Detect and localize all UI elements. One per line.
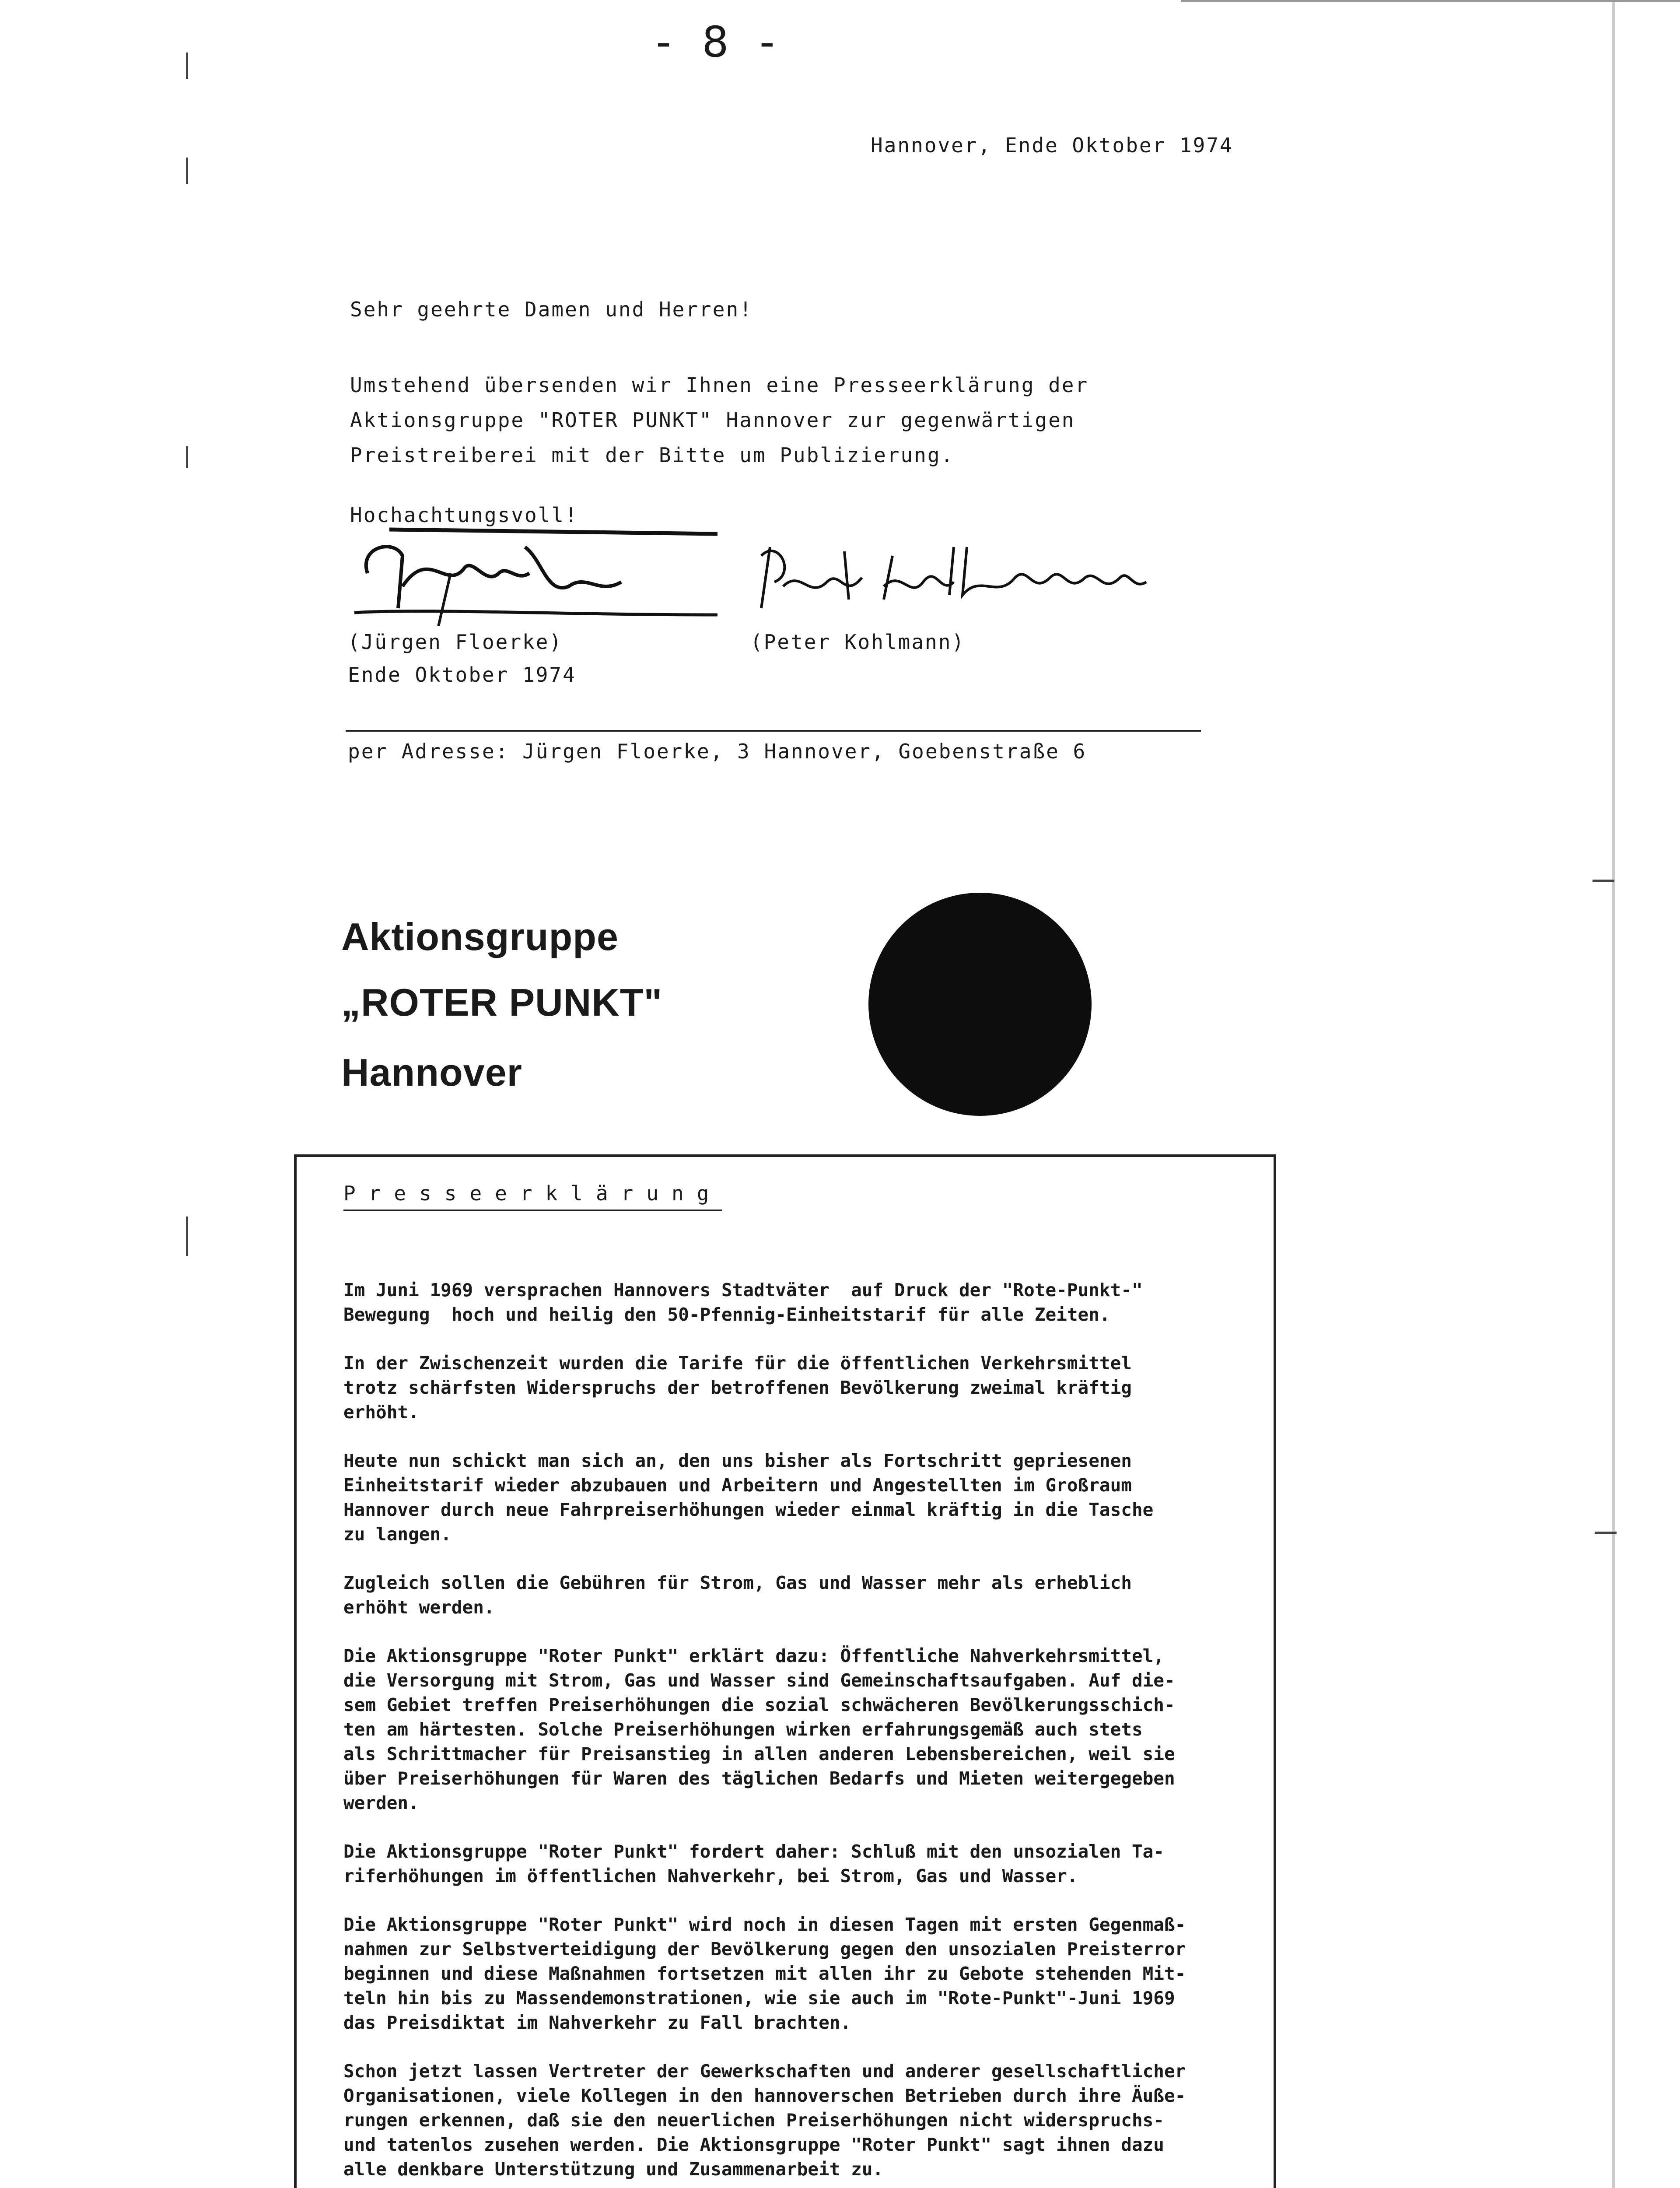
press-paragraph: Die Aktionsgruppe "Roter Punkt" fordert daher: Schluß mit den unsozialen Ta- riferhöhungen im öffentlichen Nahverkehr, bei Strom, Gas und Wasser. — [343, 1841, 1164, 1886]
closing: Hochachtungsvoll! — [350, 503, 578, 527]
press-paragraph: Im Juni 1969 versprachen Hannovers Stadtväter auf Druck der "Rote-Punkt-" Bewegung hoch und heilig den 50-Pfennig-Einheitstarif für alle Zeiten. — [343, 1280, 1143, 1325]
place-date: Hannover, Ende Oktober 1974 — [871, 133, 1233, 157]
salutation: Sehr geehrte Damen und Herren! — [350, 298, 753, 321]
press-paragraph: Zugleich sollen die Gebühren für Strom, Gas und Wasser mehr als erheblich erhöht werden. — [343, 1572, 1132, 1618]
group-name-line-1: Aktionsgruppe — [341, 915, 619, 958]
scan-edge-line — [1612, 0, 1615, 2188]
signatory-name-2: (Peter Kohlmann) — [750, 630, 966, 654]
press-paragraph: Die Aktionsgruppe "Roter Punkt" erklärt dazu: Öffentliche Nahverkehrsmittel, die Versorgung mit Strom, Gas und Wasser sind Gemeinschaftsaufgaben. Auf die- sem Gebiet treffen Preiserhöhungen die sozial schwächeren Bevölkerungsschich- ten am härtesten. Solche Preiserhöhungen wirken erfahrungsgemäß auch stets als Schrittmacher für Preisanstieg in allen anderen Lebensbereichen, weil sie über Preiserhöhungen für Waren des täglichen Bedarfs und Mieten weitergegeben werden. — [343, 1645, 1175, 1813]
scan-mark — [186, 158, 188, 184]
group-name-line-2: „ROTER PUNKT" — [341, 981, 663, 1024]
press-paragraph: Schon jetzt lassen Vertreter der Gewerkschaften und anderer gesellschaftlicher Organisationen, viele Kollegen in den hannoverschen Betrieben durch ihre Äuße- rungen erkennen, daß sie den neuerlichen Preiserhöhungen nicht widerspruchs- und tatenlos zusehen werden. Die Aktionsgruppe "Roter Punkt" sagt ihnen dazu alle denkbare Unterstützung und Zusammenarbeit zu. — [343, 2061, 1186, 2180]
press-paragraph: In der Zwischenzeit wurden die Tarife für die öffentlichen Verkehrsmittel trotz schärfsten Widerspruchs der betroffenen Bevölkerung zweimal kräftig erhöht. — [343, 1353, 1132, 1423]
date-line: Ende Oktober 1974 — [348, 663, 576, 687]
scan-mark — [186, 1217, 188, 1256]
press-release-body — [343, 1278, 1253, 2188]
scan-mark — [186, 446, 188, 468]
scan-top-line — [1181, 0, 1680, 2]
press-paragraph: Heute nun schickt man sich an, den uns bisher als Fortschritt gepriesenen Einheitstarif wieder abzubauen und Arbeitern und Angestellten im Großraum Hannover durch neue Fahrpreiserhöhungen wieder einmal kräftig in die Tasche zu langen. — [343, 1450, 1154, 1545]
separator-rule — [346, 730, 1201, 732]
scan-mark — [1595, 1532, 1617, 1534]
signatory-name-1: (Jürgen Floerke) — [348, 630, 563, 654]
press-paragraph: Die Aktionsgruppe "Roter Punkt" wird noch in diesen Tagen mit ersten Gegenmaß- nahmen zur Selbstverteidigung der Bevölkerung gegen den unsozialen Preisterror beginnen und diese Maßnahmen fortsetzen mit allen ihr zu Gebote stehenden Mit- teln hin bis zu Massendemonstrationen, wie sie auch im "Rote-Punkt"-Juni 1969 das Preisdiktat im Nahverkehr zu Fall brachten. — [343, 1914, 1186, 2033]
group-name-line-3: Hannover — [341, 1051, 522, 1094]
intro-paragraph: Umstehend übersenden wir Ihnen eine Presseerklärung der Aktionsgruppe "ROTER PUNKT" Hannover zur gegenwärtigen Preistreiberei mit der Bitte um Publizierung. — [350, 373, 1089, 467]
scan-mark — [186, 53, 188, 79]
address-line: per Adresse: Jürgen Floerke, 3 Hannover, Goebenstraße 6 — [348, 740, 1087, 763]
page-number: - 8 - — [656, 18, 784, 67]
scan-mark — [1592, 880, 1614, 882]
red-dot-logo — [868, 893, 1092, 1116]
handwritten-signatures — [341, 521, 1172, 626]
press-release-title: Presseerklärung — [343, 1182, 722, 1211]
